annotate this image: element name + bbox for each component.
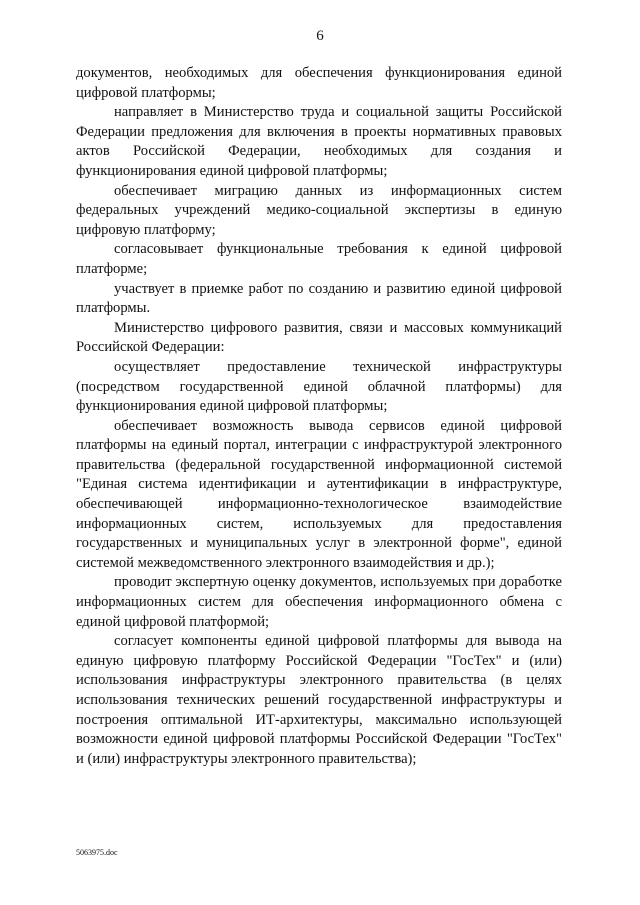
paragraph-3: обеспечивает миграцию данных из информационных систем федеральных учреждений медико-социальной экспертизы в единую цифровую платформу; — [76, 182, 562, 238]
paragraph-5: участвует в приемке работ по созданию и развитию единой цифровой платформы. — [76, 280, 562, 317]
paragraph-6: Министерство цифрового развития, связи и массовых коммуникаций Российской Федерации: — [76, 319, 562, 356]
paragraph-9: проводит экспертную оценку документов, используемых при доработке информационных систем для обеспечения информационного обмена с единой цифровой платформой; — [76, 574, 562, 630]
document-body — [76, 64, 562, 769]
paragraph-2: направляет в Министерство труда и социальной защиты Российской Федерации предложения для включения в проекты нормативных правовых актов Российской Федерации, необходимых для создания и функционирования единой цифровой платформы; — [76, 104, 562, 179]
paragraph-10: согласует компоненты единой цифровой платформы для вывода на единую цифровую платформу Российской Федерации "ГосТех" и (или) использования инфраструктуры электронного правительства (в целях использования технических решений государственной инфраструктуры и построения оптимальной ИТ-архитектуры, максимально использующей возможности единой цифровой платформы Российской Федерации "ГосТех" и (или) инфраструктуры электронного правительства); — [76, 633, 562, 767]
paragraph-7: осуществляет предоставление технической инфраструктуры (посредством государственной единой облачной платформы) для функционирования единой цифровой платформы; — [76, 358, 562, 415]
document-filename: 5063975.doc — [76, 848, 118, 857]
paragraph-8: обеспечивает возможность вывода сервисов единой цифровой платформы на единый портал, интеграции с инфраструктурой электронного правительства (федеральной государственной информационной системой "Единая система идентификации и аутентификации в инфраструктуре, обеспечивающей информационно-технологическое взаимодействие информационных систем, используемых для предоставления государственных и муниципальных услуг в электронной форме", единой системой межведомственного электронного взаимодействия и др.); — [76, 417, 562, 571]
paragraph-4: согласовывает функциональные требования к единой цифровой платформе; — [76, 241, 562, 277]
page-number: 6 — [316, 28, 324, 44]
paragraph-1: документов, необходимых для обеспечения функционирования единой цифровой платформы; — [76, 65, 562, 101]
